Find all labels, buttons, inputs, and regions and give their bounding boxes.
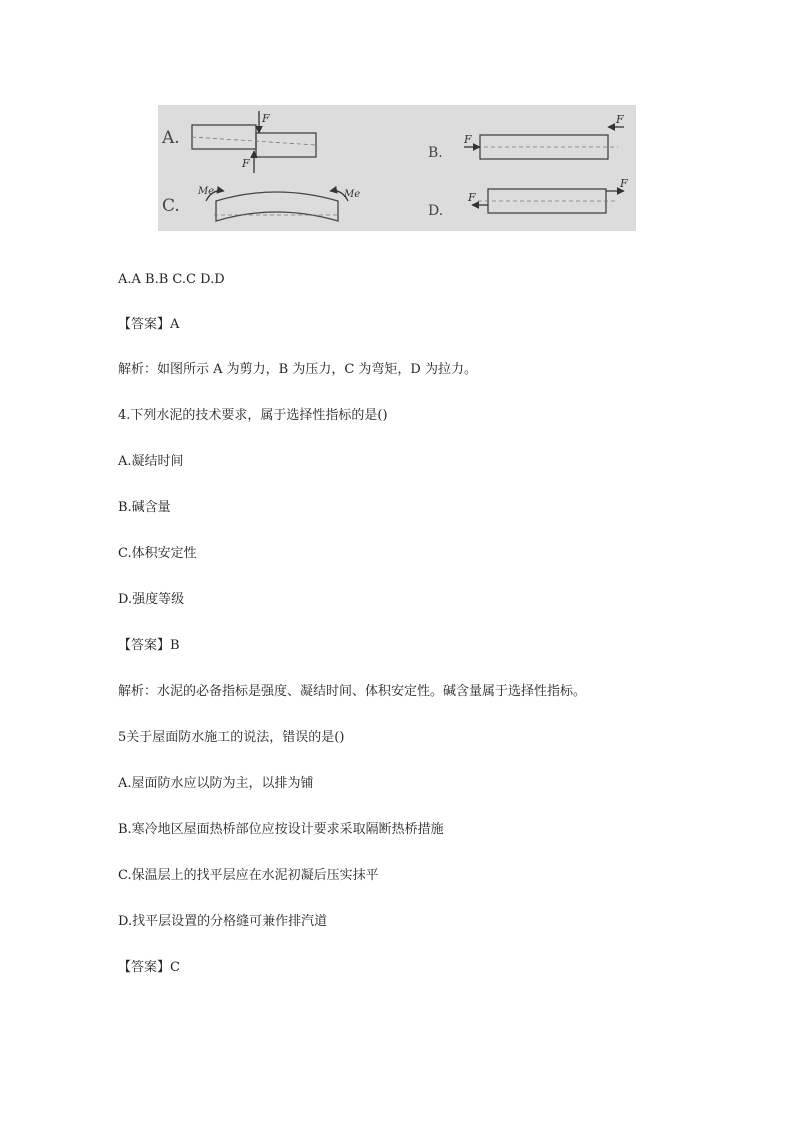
force-label: F xyxy=(620,177,628,190)
force-label: F xyxy=(468,191,476,204)
q3-options: A.A B.B C.C D.D xyxy=(118,272,225,287)
diagram-d-tension xyxy=(428,177,628,219)
q3-explanation: 解析：如图所示 A 为剪力，B 为压力，C 为弯矩，D 为拉力。 xyxy=(118,362,477,377)
diagram-c-bending xyxy=(162,186,360,221)
q3-answer: 【答案】A xyxy=(118,317,180,332)
q4-answer: 【答案】B xyxy=(118,638,180,653)
force-label: F xyxy=(616,113,624,126)
moment-label: Me xyxy=(344,189,361,200)
label-a: A. xyxy=(162,128,180,148)
label-b: B. xyxy=(428,145,443,161)
q5-option-c: C.保温层上的找平层应在水泥初凝后压实抹平 xyxy=(118,868,379,883)
label-c: C. xyxy=(162,196,180,216)
moment-label: Me xyxy=(198,186,215,197)
q5-answer: 【答案】C xyxy=(118,960,180,975)
q4-option-c: C.体积安定性 xyxy=(118,546,197,561)
beam-left xyxy=(192,125,256,149)
q4-question: 4.下列水泥的技术要求，属于选择性指标的是() xyxy=(118,408,388,423)
diagram-a-shear xyxy=(161,111,316,173)
q5-option-a: A.屋面防水应以防为主，以排为铺 xyxy=(118,776,314,791)
beam-right xyxy=(256,133,316,157)
q4-option-b: B.碱含量 xyxy=(118,500,171,515)
bent-beam xyxy=(216,192,338,221)
q4-option-d: D.强度等级 xyxy=(118,592,185,607)
mechanics-diagram xyxy=(158,105,636,231)
q4-explanation: 解析：水泥的必备指标是强度、凝结时间、体积安定性。碱含量属于选择性指标。 xyxy=(118,684,587,699)
q4-option-a: A.凝结时间 xyxy=(118,454,184,469)
force-label: F xyxy=(242,157,250,170)
q5-option-d: D.找平层设置的分格缝可兼作排汽道 xyxy=(118,914,328,929)
label-d: D. xyxy=(428,203,444,219)
beam xyxy=(488,189,606,213)
force-label: F xyxy=(262,112,270,125)
q5-option-b: B.寒冷地区屋面热桥部位应按设计要求采取隔断热桥措施 xyxy=(118,822,444,837)
force-label: F xyxy=(464,133,472,146)
diagram-b-compression xyxy=(428,113,624,161)
mechanics-figure xyxy=(158,105,636,231)
q5-question: 5关于屋面防水施工的说法，错误的是() xyxy=(118,730,345,745)
